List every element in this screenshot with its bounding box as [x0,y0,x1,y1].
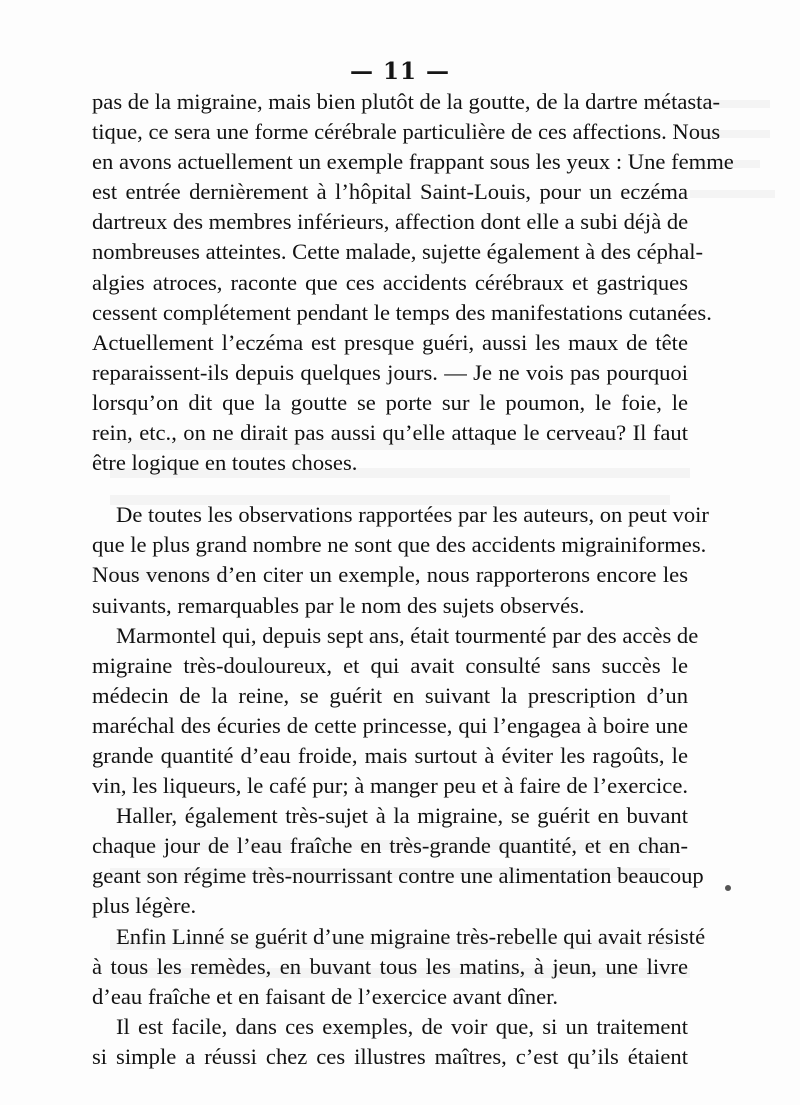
paragraph [92,621,699,802]
text-line: vin, les liqueurs, le café pur; à manger peu et à faire de l’exercice. [92,773,688,799]
text-line: chaque jour de l’eau fraîche en très-grande quantité, et en chan- [92,833,688,859]
text-line: reparaissent-ils depuis quelques jours. — Je ne vois pas pourquoi [92,359,688,385]
text-line: grande quantité d’eau froide, mais surtout à éviter les ragoûts, le [92,742,688,768]
paragraph [92,87,734,478]
text-line: migraine très-douloureux, et qui avait consulté sans succès le [92,652,688,678]
text-line: dartreux des membres inférieurs, affection dont elle a subi déjà de [92,209,689,235]
paragraph [92,500,709,620]
text-line: Marmontel qui, depuis sept ans, était tourmenté par des accès de [116,622,699,648]
text-line: pas de la migraine, mais bien plutôt de la goutte, de la dartre métasta- [92,89,721,114]
text-line: d’eau fraîche et en faisant de l’exercice avant dîner. [92,983,559,1009]
text-line: Haller, également très-sujet à la migraine, se guérit en buvant [116,803,688,829]
text-line: en avons actuellement un exemple frappant sous les yeux : Une femme [92,149,734,175]
text-line: à tous les remèdes, en buvant tous les matins, à jeun, une livre [92,953,688,979]
text-line: si simple a réussi chez ces illustres maîtres, c’est qu’ils étaient [92,1043,688,1069]
text-line: Nous venons d’en citer un exemple, nous rapporterons encore les [92,562,688,588]
text-line: Il est facile, dans ces exemples, de voir que, si un traitement [116,1013,688,1039]
paragraph [92,922,706,1012]
body-text [92,87,734,1072]
paragraph-gap [92,478,688,500]
text-line: que le plus grand nombre ne sont que des accidents migrainiformes. [92,532,707,558]
text-line: rein, etc., on ne dirait pas aussi qu’elle attaque le cerveau? Il faut [92,420,688,446]
text-line: cessent complétement pendant le temps des manifestations cutanées. [92,299,712,325]
text-line: Enfin Linné se guérit d’une migraine très-rebelle qui avait résisté [116,923,706,949]
text-line: est entrée dernièrement à l’hôpital Saint-Louis, pour un eczéma [92,179,688,205]
paragraph [92,1012,688,1072]
text-line: suivants, remarquables par le nom des sujets observés. [92,592,585,618]
text-line: médecin de la reine, se guérit en suivant la prescription d’un [92,682,688,708]
page-number: — 11 — [349,58,451,85]
text-line: maréchal des écuries de cette princesse, qui l’engagea à boire une [92,712,688,738]
paragraph [92,801,704,921]
text-line: algies atroces, raconte que ces accidents cérébraux et gastriques [92,269,688,295]
text-line: geant son régime très-nourrissant contre une alimentation beaucoup [92,863,704,889]
text-line: Actuellement l’eczéma est presque guéri, aussi les maux de tête [92,329,688,355]
text-line: lorsqu’on dit que la goutte se porte sur le poumon, le foie, le [92,389,688,415]
text-line: De toutes les observations rapportées par les auteurs, on peut voir [116,502,709,528]
text-line: plus légère. [92,893,197,919]
text-line: nombreuses atteintes. Cette malade, sujette également à des céphal- [92,239,704,265]
text-line: tique, ce sera une forme cérébrale particulière de ces affections. Nous [92,119,721,145]
text-line: être logique en toutes choses. [92,450,358,476]
